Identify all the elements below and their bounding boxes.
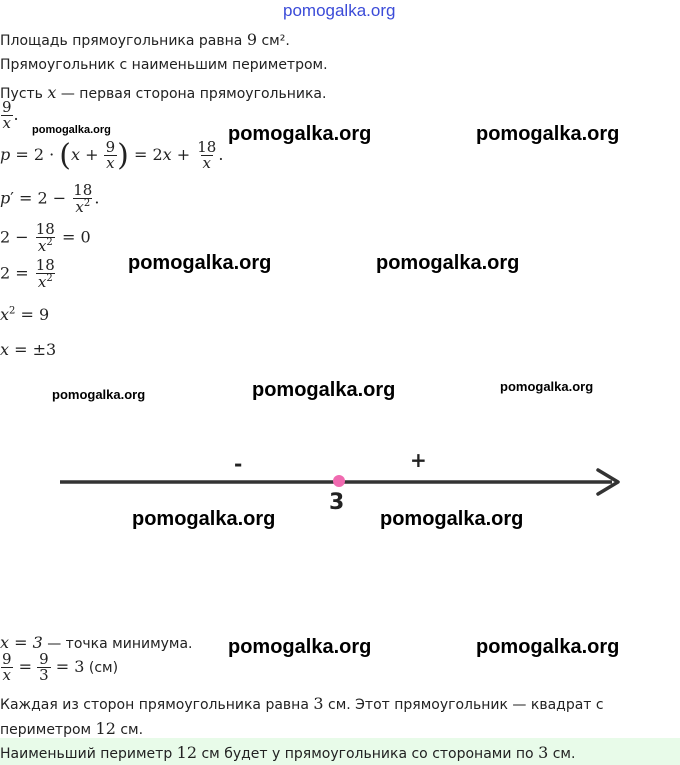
answer-text-a: Наименьший периметр <box>0 746 177 762</box>
watermark: pomogalka.org <box>228 636 372 658</box>
watermark: pomogalka.org <box>500 379 594 394</box>
area-value: 9 <box>246 30 258 49</box>
derivative-zero-equation: 2 − $\frac{18}{x^2}$ = 0 <box>0 220 91 255</box>
side-value: 3 <box>313 694 324 713</box>
equation-step: 2 = $\frac{18}{x^2}$ <box>0 256 55 291</box>
x-squared-equation: $x^2 = 9$ <box>0 305 50 324</box>
watermark: pomogalka.org <box>32 124 111 136</box>
variable-x: x <box>47 83 57 102</box>
answer-side: 3 <box>538 743 549 762</box>
top-watermark: pomogalka.org <box>283 1 396 20</box>
task-statement: Прямоугольник с наименьшим периметром. <box>0 57 328 73</box>
conclusion-line-2 <box>0 719 143 738</box>
point-label: 3 <box>329 490 345 515</box>
watermark: pomogalka.org <box>476 636 620 658</box>
variable-definition-prefix: Пусть <box>0 86 48 102</box>
roots: x = ±3 <box>0 340 57 359</box>
minimum-equation: x = 3 <box>0 633 43 652</box>
variable-definition <box>0 83 326 102</box>
area-statement-text: Площадь прямоугольника равна <box>0 33 247 49</box>
watermark: pomogalka.org <box>476 123 620 145</box>
area-statement <box>0 30 290 49</box>
conclusion-text-b: см. Этот прямоугольник — квадрат с <box>323 697 604 713</box>
watermark: pomogalka.org <box>376 252 520 274</box>
conclusion-text-d: см. <box>115 722 144 738</box>
watermark: pomogalka.org <box>52 387 146 402</box>
second-side-unit: (см) <box>84 660 119 676</box>
number-line <box>0 440 680 530</box>
conclusion-text-c: периметром <box>0 722 96 738</box>
watermark: pomogalka.org <box>380 508 524 530</box>
minimum-text: — точка минимума. <box>42 636 193 652</box>
second-side-fraction: $\frac{9}{x}$ . <box>2 98 19 132</box>
watermark: pomogalka.org <box>132 508 276 530</box>
watermark: pomogalka.org <box>228 123 372 145</box>
answer-perimeter: 12 <box>176 743 198 762</box>
second-side-value: $\frac{9}{x}$ = $\frac{9}{3}$ = 3 (см) <box>2 650 119 684</box>
variable-definition-suffix: — первая сторона прямоугольника. <box>56 86 327 102</box>
derivative-formula: p′ = 2 − $\frac{18}{x^2}$ . <box>0 181 100 216</box>
conclusion-text-a: Каждая из сторон прямоугольника равна <box>0 697 314 713</box>
minimum-statement <box>0 633 193 652</box>
area-unit: см². <box>257 33 290 49</box>
sign-minus: - <box>234 452 243 476</box>
sign-plus: + <box>410 448 427 472</box>
answer-text-c: см. <box>548 746 576 762</box>
watermark: pomogalka.org <box>128 252 272 274</box>
answer-text-b: см будет у прямоугольника со сторонами по <box>197 746 539 762</box>
watermark: pomogalka.org <box>252 379 396 401</box>
critical-point <box>333 475 345 487</box>
perimeter-value: 12 <box>95 719 116 738</box>
frac-denominator: x <box>2 114 11 132</box>
answer <box>0 743 575 762</box>
conclusion-line-1 <box>0 694 604 713</box>
perimeter-formula: p = 2 · (x + $\frac{9}{x}$ ) = 2x + $\frac{18}{x}$ . <box>0 138 224 173</box>
frac-numerator: 9 <box>2 98 12 116</box>
